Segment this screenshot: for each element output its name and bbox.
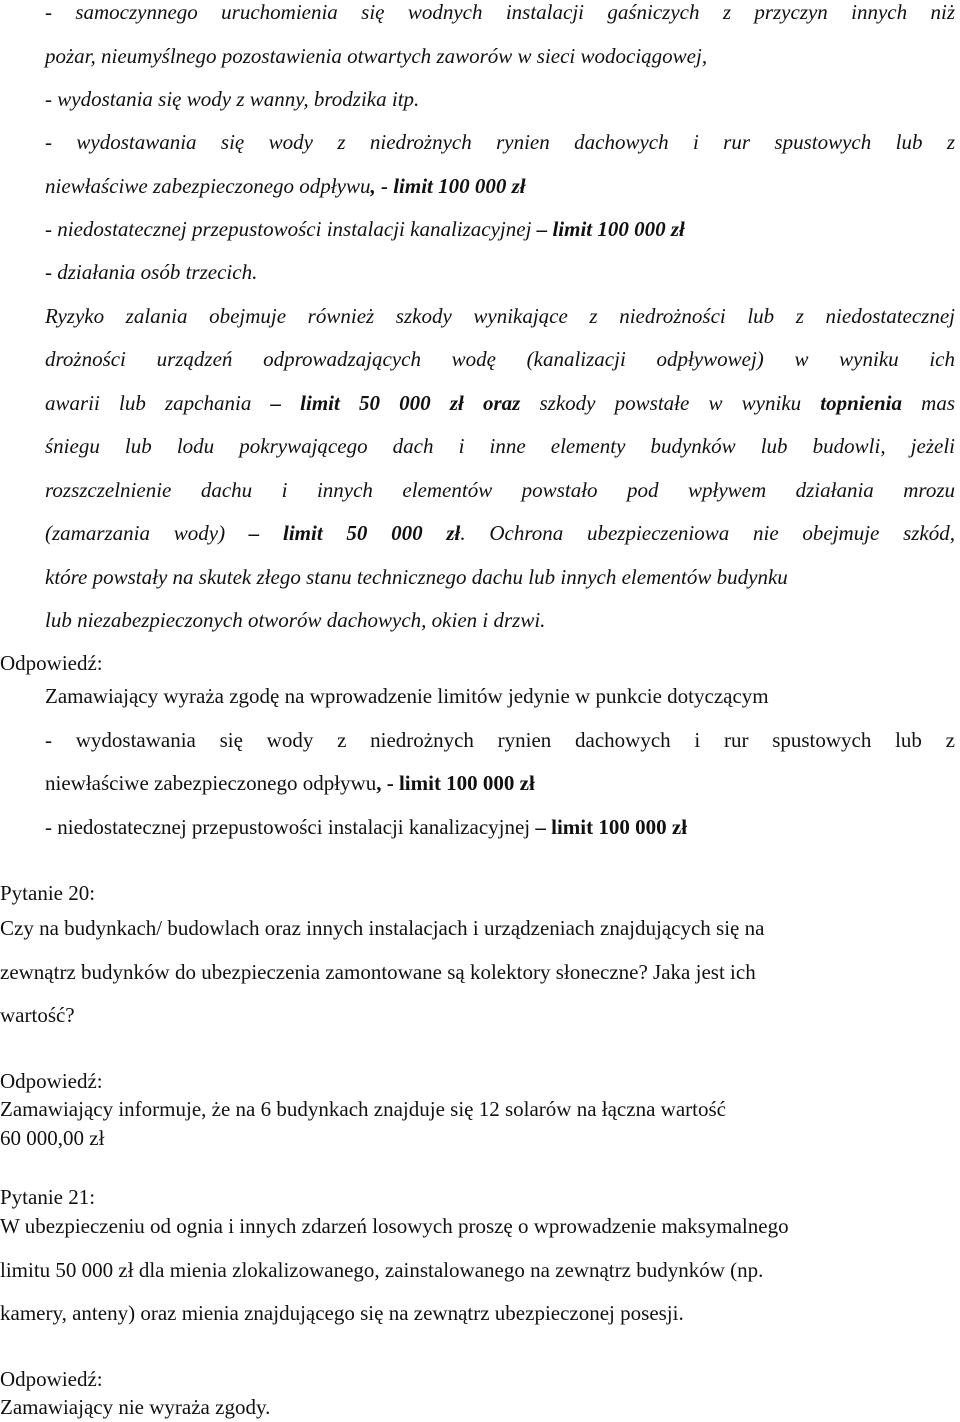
text-span: szkody powstałe w wyniku [520, 391, 802, 415]
answer-label: Odpowiedź: [0, 1367, 103, 1391]
text-line: śniegu lub lodu pokrywającego dach i inne elementy budynków lub budowli, jeżeli [45, 434, 955, 458]
answer-label: Odpowiedź: [0, 651, 103, 675]
text-line: - wydostania się wody z wanny, brodzika itp. [45, 87, 420, 111]
text-line [45, 176, 526, 197]
text-span: niewłaściwe zabezpieczonego odpływu [45, 771, 377, 795]
text-line: drożności urządzeń odprowadzających wodę (kanalizacji odpływowej) w wyniku ich [45, 347, 955, 371]
text-span: (zamarzania wody) [45, 521, 226, 545]
text-line [45, 773, 535, 794]
text-line [45, 523, 955, 544]
text-line [45, 393, 955, 414]
text-line: Zamawiający wyraża zgodę na wprowadzenie limitów jedynie w punkcie dotyczącym [45, 684, 769, 708]
text-line: Zamawiający informuje, że na 6 budynkach znajduje się 12 solarów na łączna wartość [0, 1097, 726, 1121]
text-line: - samoczynnego uruchomienia się wodnych instalacji gaśniczych z przyczyn innych niż [45, 0, 955, 24]
limit-text: , - limit 100 000 zł [376, 771, 535, 795]
text-span: . Ochrona ubezpieczeniowa nie obejmuje szkód, [460, 521, 955, 545]
limit-text: – limit 100 000 zł [530, 815, 688, 839]
question-label: Pytanie 21: [0, 1185, 96, 1209]
text-line: rozszczelnienie dachu i innych elementów powstało pod wpływem działania mrozu [45, 478, 955, 502]
limit-text: – limit 50 000 zł [225, 521, 461, 545]
text-span: topnienia [801, 391, 902, 415]
text-line: Zamawiający nie wyraża zgody. [0, 1395, 271, 1419]
text-line: zewnątrz budynków do ubezpieczenia zamontowane są kolektory słoneczne? Jaka jest ich [0, 960, 756, 984]
text-line: które powstały na skutek złego stanu technicznego dachu lub innych elementów budynku [45, 565, 788, 589]
text-line: Czy na budynkach/ budowlach oraz innych instalacjach i urządzeniach znajdujących się na [0, 916, 765, 940]
text-line [45, 219, 685, 240]
answer-label: Odpowiedź: [0, 1069, 103, 1093]
text-line: - wydostawania się wody z niedrożnych rynien dachowych i rur spustowych lub z [45, 130, 955, 154]
text-line: 60 000,00 zł [0, 1126, 105, 1150]
question-label: Pytanie 20: [0, 881, 96, 905]
text-span: - niedostatecznej przepustowości instalacji kanalizacyjnej [45, 217, 532, 241]
limit-text: – limit 50 000 zł oraz [251, 391, 521, 415]
text-line [45, 817, 687, 838]
text-line: kamery, anteny) oraz mienia znajdującego się na zewnątrz ubezpieczonej posesji. [0, 1301, 684, 1325]
text-line: - działania osób trzecich. [45, 260, 258, 284]
limit-text: , - limit 100 000 zł [370, 174, 526, 198]
text-span: awarii lub zapchania [45, 391, 252, 415]
text-line: wartość? [0, 1003, 75, 1027]
limit-text: – limit 100 000 zł [531, 217, 685, 241]
text-line: Ryzyko zalania obejmuje również szkody wynikające z niedrożności lub z niedostatecznej [45, 304, 955, 328]
text-line: W ubezpieczeniu od ognia i innych zdarzeń losowych proszę o wprowadzenie maksymalnego [0, 1214, 789, 1238]
text-span: - niedostatecznej przepustowości instalacji kanalizacyjnej [45, 815, 531, 839]
text-span: mas [902, 391, 955, 415]
text-span: niewłaściwe zabezpieczonego odpływu [45, 174, 371, 198]
text-line: - wydostawania się wody z niedrożnych rynien dachowych i rur spustowych lub z [45, 728, 955, 752]
text-line: pożar, nieumyślnego pozostawienia otwartych zaworów w sieci wodociągowej, [45, 44, 708, 68]
text-line: limitu 50 000 zł dla mienia zlokalizowanego, zainstalowanego na zewnątrz budynków (np. [0, 1258, 764, 1282]
text-line: lub niezabezpieczonych otworów dachowych, okien i drzwi. [45, 608, 546, 632]
